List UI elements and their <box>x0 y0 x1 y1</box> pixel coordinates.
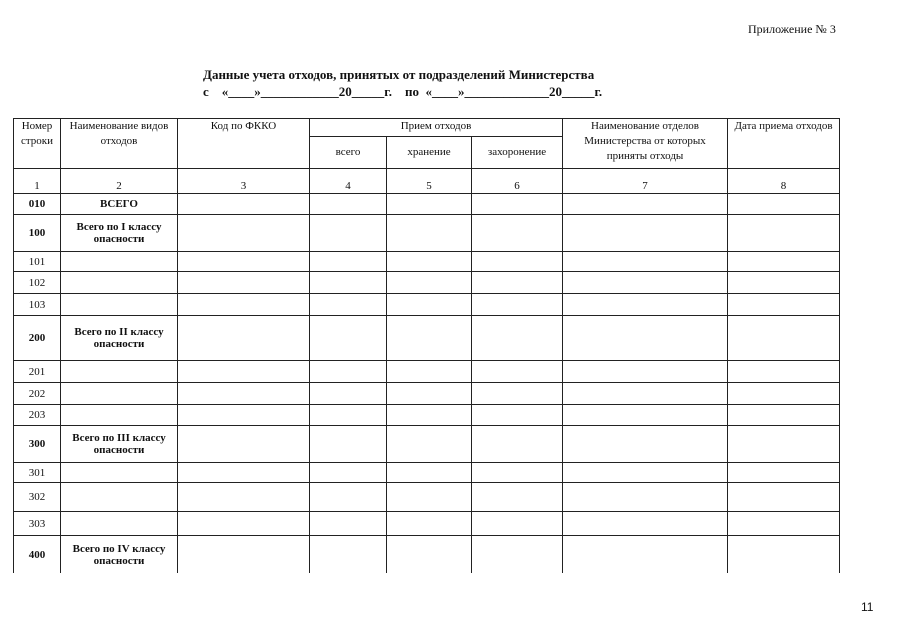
row-code: 101 <box>14 252 61 272</box>
cell-date[interactable] <box>728 294 840 316</box>
cell-storage[interactable] <box>387 383 472 405</box>
cell-fkko-code[interactable] <box>178 512 310 536</box>
cell-fkko-code[interactable] <box>178 426 310 463</box>
cell-fkko-code[interactable] <box>178 383 310 405</box>
cell-departments[interactable] <box>563 272 728 294</box>
cell-fkko-code[interactable] <box>178 294 310 316</box>
row-name <box>61 252 178 272</box>
row-name <box>61 361 178 383</box>
cell-burial[interactable] <box>472 215 563 252</box>
header-storage: хранение <box>387 137 472 169</box>
cell-departments[interactable] <box>563 512 728 536</box>
column-number: 8 <box>728 169 840 194</box>
cell-burial[interactable] <box>472 536 563 574</box>
cell-departments[interactable] <box>563 361 728 383</box>
cell-burial[interactable] <box>472 272 563 294</box>
row-code: 010 <box>14 194 61 215</box>
header-row-number: Номер строки <box>14 119 61 169</box>
cell-date[interactable] <box>728 512 840 536</box>
cell-departments[interactable] <box>563 426 728 463</box>
cell-burial[interactable] <box>472 463 563 483</box>
table-row <box>14 463 840 483</box>
cell-total[interactable] <box>310 215 387 252</box>
cell-date[interactable] <box>728 316 840 361</box>
row-code: 300 <box>14 426 61 463</box>
header-burial: захоронение <box>472 137 563 169</box>
row-code: 301 <box>14 463 61 483</box>
column-number: 1 <box>14 169 61 194</box>
row-code: 303 <box>14 512 61 536</box>
cell-date[interactable] <box>728 483 840 512</box>
cell-burial[interactable] <box>472 194 563 215</box>
cell-storage[interactable] <box>387 463 472 483</box>
cell-storage[interactable] <box>387 536 472 574</box>
header-departments: Наименование отделов Министерства от которых приняты отходы <box>563 119 728 169</box>
reporting-period: с «____»____________20_____г. по «____»_____________20_____г. <box>203 84 603 99</box>
row-name <box>61 294 178 316</box>
header-date: Дата приема отходов <box>728 119 840 169</box>
cell-fkko-code[interactable] <box>178 536 310 574</box>
cell-total[interactable] <box>310 294 387 316</box>
table-row <box>14 426 840 463</box>
cell-total[interactable] <box>310 252 387 272</box>
cell-date[interactable] <box>728 383 840 405</box>
column-number: 7 <box>563 169 728 194</box>
row-code: 103 <box>14 294 61 316</box>
row-name: Всего по III классу опасности <box>61 426 178 463</box>
table-row <box>14 272 840 294</box>
row-code: 302 <box>14 483 61 512</box>
cell-departments[interactable] <box>563 252 728 272</box>
cell-storage[interactable] <box>387 361 472 383</box>
cell-date[interactable] <box>728 405 840 426</box>
column-number: 6 <box>472 169 563 194</box>
row-code: 203 <box>14 405 61 426</box>
row-name <box>61 483 178 512</box>
cell-fkko-code[interactable] <box>178 483 310 512</box>
cell-date[interactable] <box>728 215 840 252</box>
cell-total[interactable] <box>310 316 387 361</box>
cell-date[interactable] <box>728 194 840 215</box>
row-name: Всего по II классу опасности <box>61 316 178 361</box>
cell-storage[interactable] <box>387 272 472 294</box>
cell-departments[interactable] <box>563 194 728 215</box>
column-number: 3 <box>178 169 310 194</box>
cell-date[interactable] <box>728 536 840 574</box>
table-row <box>14 383 840 405</box>
row-name <box>61 383 178 405</box>
cell-departments[interactable] <box>563 383 728 405</box>
cell-burial[interactable] <box>472 252 563 272</box>
row-code: 201 <box>14 361 61 383</box>
cell-burial[interactable] <box>472 361 563 383</box>
cell-total[interactable] <box>310 383 387 405</box>
cell-burial[interactable] <box>472 294 563 316</box>
cell-departments[interactable] <box>563 294 728 316</box>
row-code: 100 <box>14 215 61 252</box>
cell-storage[interactable] <box>387 194 472 215</box>
table-row <box>14 483 840 512</box>
page-bottom-margin <box>0 573 906 640</box>
row-name: Всего по IV классу опасности <box>61 536 178 574</box>
cell-fkko-code[interactable] <box>178 361 310 383</box>
column-number: 5 <box>387 169 472 194</box>
cell-total[interactable] <box>310 272 387 294</box>
waste-accounting-table <box>13 118 840 574</box>
table-row <box>14 252 840 272</box>
column-number: 2 <box>61 169 178 194</box>
cell-total[interactable] <box>310 405 387 426</box>
cell-storage[interactable] <box>387 405 472 426</box>
header-reception: Прием отходов <box>310 119 563 137</box>
cell-fkko-code[interactable] <box>178 194 310 215</box>
row-code: 400 <box>14 536 61 574</box>
cell-storage[interactable] <box>387 426 472 463</box>
row-name: ВСЕГО <box>61 194 178 215</box>
row-code: 200 <box>14 316 61 361</box>
table-row <box>14 361 840 383</box>
cell-burial[interactable] <box>472 483 563 512</box>
cell-date[interactable] <box>728 361 840 383</box>
cell-fkko-code[interactable] <box>178 463 310 483</box>
row-name <box>61 272 178 294</box>
table-row <box>14 194 840 215</box>
cell-storage[interactable] <box>387 483 472 512</box>
cell-total[interactable] <box>310 536 387 574</box>
cell-date[interactable] <box>728 272 840 294</box>
cell-date[interactable] <box>728 463 840 483</box>
header-total: всего <box>310 137 387 169</box>
cell-storage[interactable] <box>387 316 472 361</box>
row-name <box>61 463 178 483</box>
cell-storage[interactable] <box>387 294 472 316</box>
header-waste-type: Наименование видов отходов <box>61 119 178 169</box>
cell-departments[interactable] <box>563 215 728 252</box>
row-name <box>61 405 178 426</box>
table-row <box>14 512 840 536</box>
table-row <box>14 316 840 361</box>
row-code: 202 <box>14 383 61 405</box>
table-row <box>14 536 840 574</box>
header-fkko-code: Код по ФККО <box>178 119 310 169</box>
cell-burial[interactable] <box>472 512 563 536</box>
cell-departments[interactable] <box>563 463 728 483</box>
cell-departments[interactable] <box>563 536 728 574</box>
cell-total[interactable] <box>310 463 387 483</box>
cell-burial[interactable] <box>472 383 563 405</box>
page-number: 11 <box>861 600 874 614</box>
cell-total[interactable] <box>310 426 387 463</box>
cell-total[interactable] <box>310 512 387 536</box>
cell-burial[interactable] <box>472 426 563 463</box>
cell-storage[interactable] <box>387 512 472 536</box>
cell-burial[interactable] <box>472 316 563 361</box>
cell-date[interactable] <box>728 426 840 463</box>
row-name <box>61 512 178 536</box>
table-row <box>14 405 840 426</box>
cell-fkko-code[interactable] <box>178 405 310 426</box>
cell-departments[interactable] <box>563 405 728 426</box>
cell-fkko-code[interactable] <box>178 316 310 361</box>
cell-fkko-code[interactable] <box>178 215 310 252</box>
cell-storage[interactable] <box>387 215 472 252</box>
cell-storage[interactable] <box>387 252 472 272</box>
cell-total[interactable] <box>310 483 387 512</box>
appendix-label: Приложение № 3 <box>748 22 836 36</box>
cell-departments[interactable] <box>563 316 728 361</box>
row-name: Всего по I классу опасности <box>61 215 178 252</box>
cell-departments[interactable] <box>563 483 728 512</box>
cell-burial[interactable] <box>472 405 563 426</box>
cell-fkko-code[interactable] <box>178 252 310 272</box>
column-number: 4 <box>310 169 387 194</box>
table-row <box>14 294 840 316</box>
cell-date[interactable] <box>728 252 840 272</box>
cell-total[interactable] <box>310 194 387 215</box>
row-code: 102 <box>14 272 61 294</box>
table-row <box>14 215 840 252</box>
document-title: Данные учета отходов, принятых от подразделений Министерства <box>203 67 595 82</box>
cell-total[interactable] <box>310 361 387 383</box>
cell-fkko-code[interactable] <box>178 272 310 294</box>
